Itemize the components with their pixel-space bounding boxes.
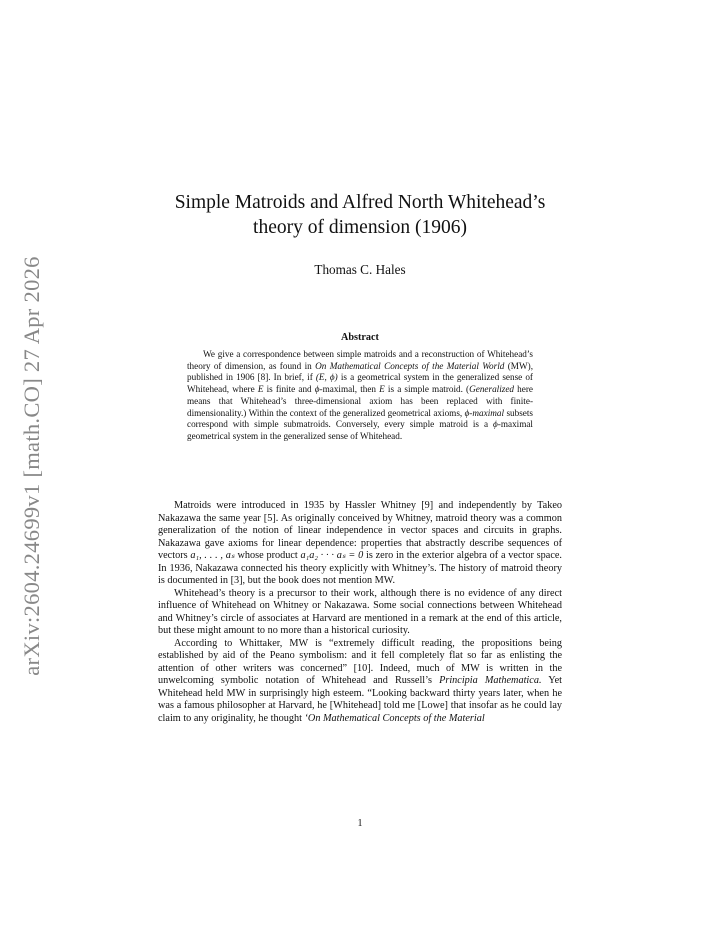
para3-text-1: According to Whittaker, MW is “extremely difficult reading, the propositions being established by aid of the Peano symbolism: and it fell completely flat so far as enlisting the attention of other writers was concerned” [10]. Indeed, much of MW is written in the unwelcoming symbolic notation of Whitehead and Russell’s — [158, 637, 562, 686]
para1-text-1: Matroids were introduced in 1935 by Hassler Whitney [9] and independently by Takeo Nakazawa the same year [5]. As originally conceived by Whitney, matroid theory was a common generalization of the notion of linear independence in vector spaces and circuits in graphs. Nakazawa gave axioms for linear dependence: properties that abstractly describe sequences of vectors — [158, 500, 562, 561]
abstract-text-3: is a geometrical system in the generalized sense of Whitehead, where — [187, 372, 533, 395]
arxiv-identifier-stamp: arXiv:2604.24699v1 [math.CO] 27 Apr 2026 — [19, 256, 44, 676]
para3-quote-tail: ‘On Mathematical Concepts of the Material — [304, 712, 485, 724]
abstract-math-phi-2: ϕ — [493, 419, 498, 430]
title-line-2: theory of dimension (1906) — [253, 217, 467, 238]
abstract-math-e: E — [257, 384, 264, 395]
abstract-text-4: is finite and — [263, 384, 315, 395]
abstract-math-e-2: E — [379, 384, 385, 395]
para1-text-3: is zero in the exterior algebra of a vector space. In 1936, Nakazawa connected his theory explicitly with Whitney’s. The history of matroid theory is documented in [3], but the book does not mention MW. — [158, 550, 562, 586]
abstract-phi-maximal: ϕ-maximal — [464, 407, 505, 418]
abstract-book-title: On Mathematical Concepts of the Material World — [315, 360, 505, 371]
abstract-body — [187, 349, 533, 443]
abstract-text-8: subsets correspond with simple submatroids. Conversely, every simple matroid is a — [187, 407, 534, 430]
para3-text-2: Yet Whitehead held MW in surprisingly high esteem. “Looking backward thirty years later, when he was a famous philosopher at Harvard, he [Whitehead] told me [Lowe] that insofar as he could lay claim to any originality, he thought — [158, 675, 562, 724]
abstract-text-2: (MW), published in 1906 [8]. In brief, if — [187, 360, 533, 383]
author-name: Thomas C. Hales — [314, 262, 406, 277]
abstract-math-pair: (E, ϕ) — [315, 372, 338, 383]
abstract-text-1: We give a correspondence between simple matroids and a reconstruction of Whitehead’s theory of dimension, as found in — [187, 349, 533, 371]
para1-math-sequence: a₁, . . . , aₛ — [190, 550, 235, 561]
body-paragraph-3 — [158, 638, 562, 726]
title-line-1: Simple Matroids and Alfred North Whitehead’s — [174, 192, 546, 213]
abstract-text-6: is a simple matroid. ( — [384, 384, 470, 395]
para3-principia: Principia Mathematica. — [439, 675, 542, 686]
abstract-math-phi: ϕ — [314, 384, 320, 395]
para1-math-product: a₁a₂ · · · aₛ = 0 — [300, 550, 364, 561]
abstract-text-5: -maximal, then — [319, 384, 380, 395]
page-number: 1 — [357, 818, 363, 829]
abstract-generalized: Generalized — [469, 384, 515, 395]
abstract-text-9: -maximal geometrical system in the generalized sense of Whitehead. — [187, 419, 533, 441]
paper-title — [150, 190, 570, 240]
abstract-heading: Abstract — [341, 332, 379, 343]
body-paragraph-2: Whitehead’s theory is a precursor to their work, although there is no evidence of any direct influence of Whitehead on Whitney or Nakazawa. Some social connections between Whitehead and Whitney’s circle of associates at Harvard are mentioned in a remark at the end of this article, but these might amount to no more than a historical curiosity. — [158, 587, 562, 636]
abstract-text-7: here means that Whitehead’s three-dimensional axiom has been replaced with finite-dimensionality.) Within the context of the generalized geometrical axioms, — [187, 384, 533, 418]
para1-text-2: whose product — [234, 550, 301, 561]
body-paragraph-1 — [158, 500, 562, 588]
main-body — [158, 500, 562, 725]
